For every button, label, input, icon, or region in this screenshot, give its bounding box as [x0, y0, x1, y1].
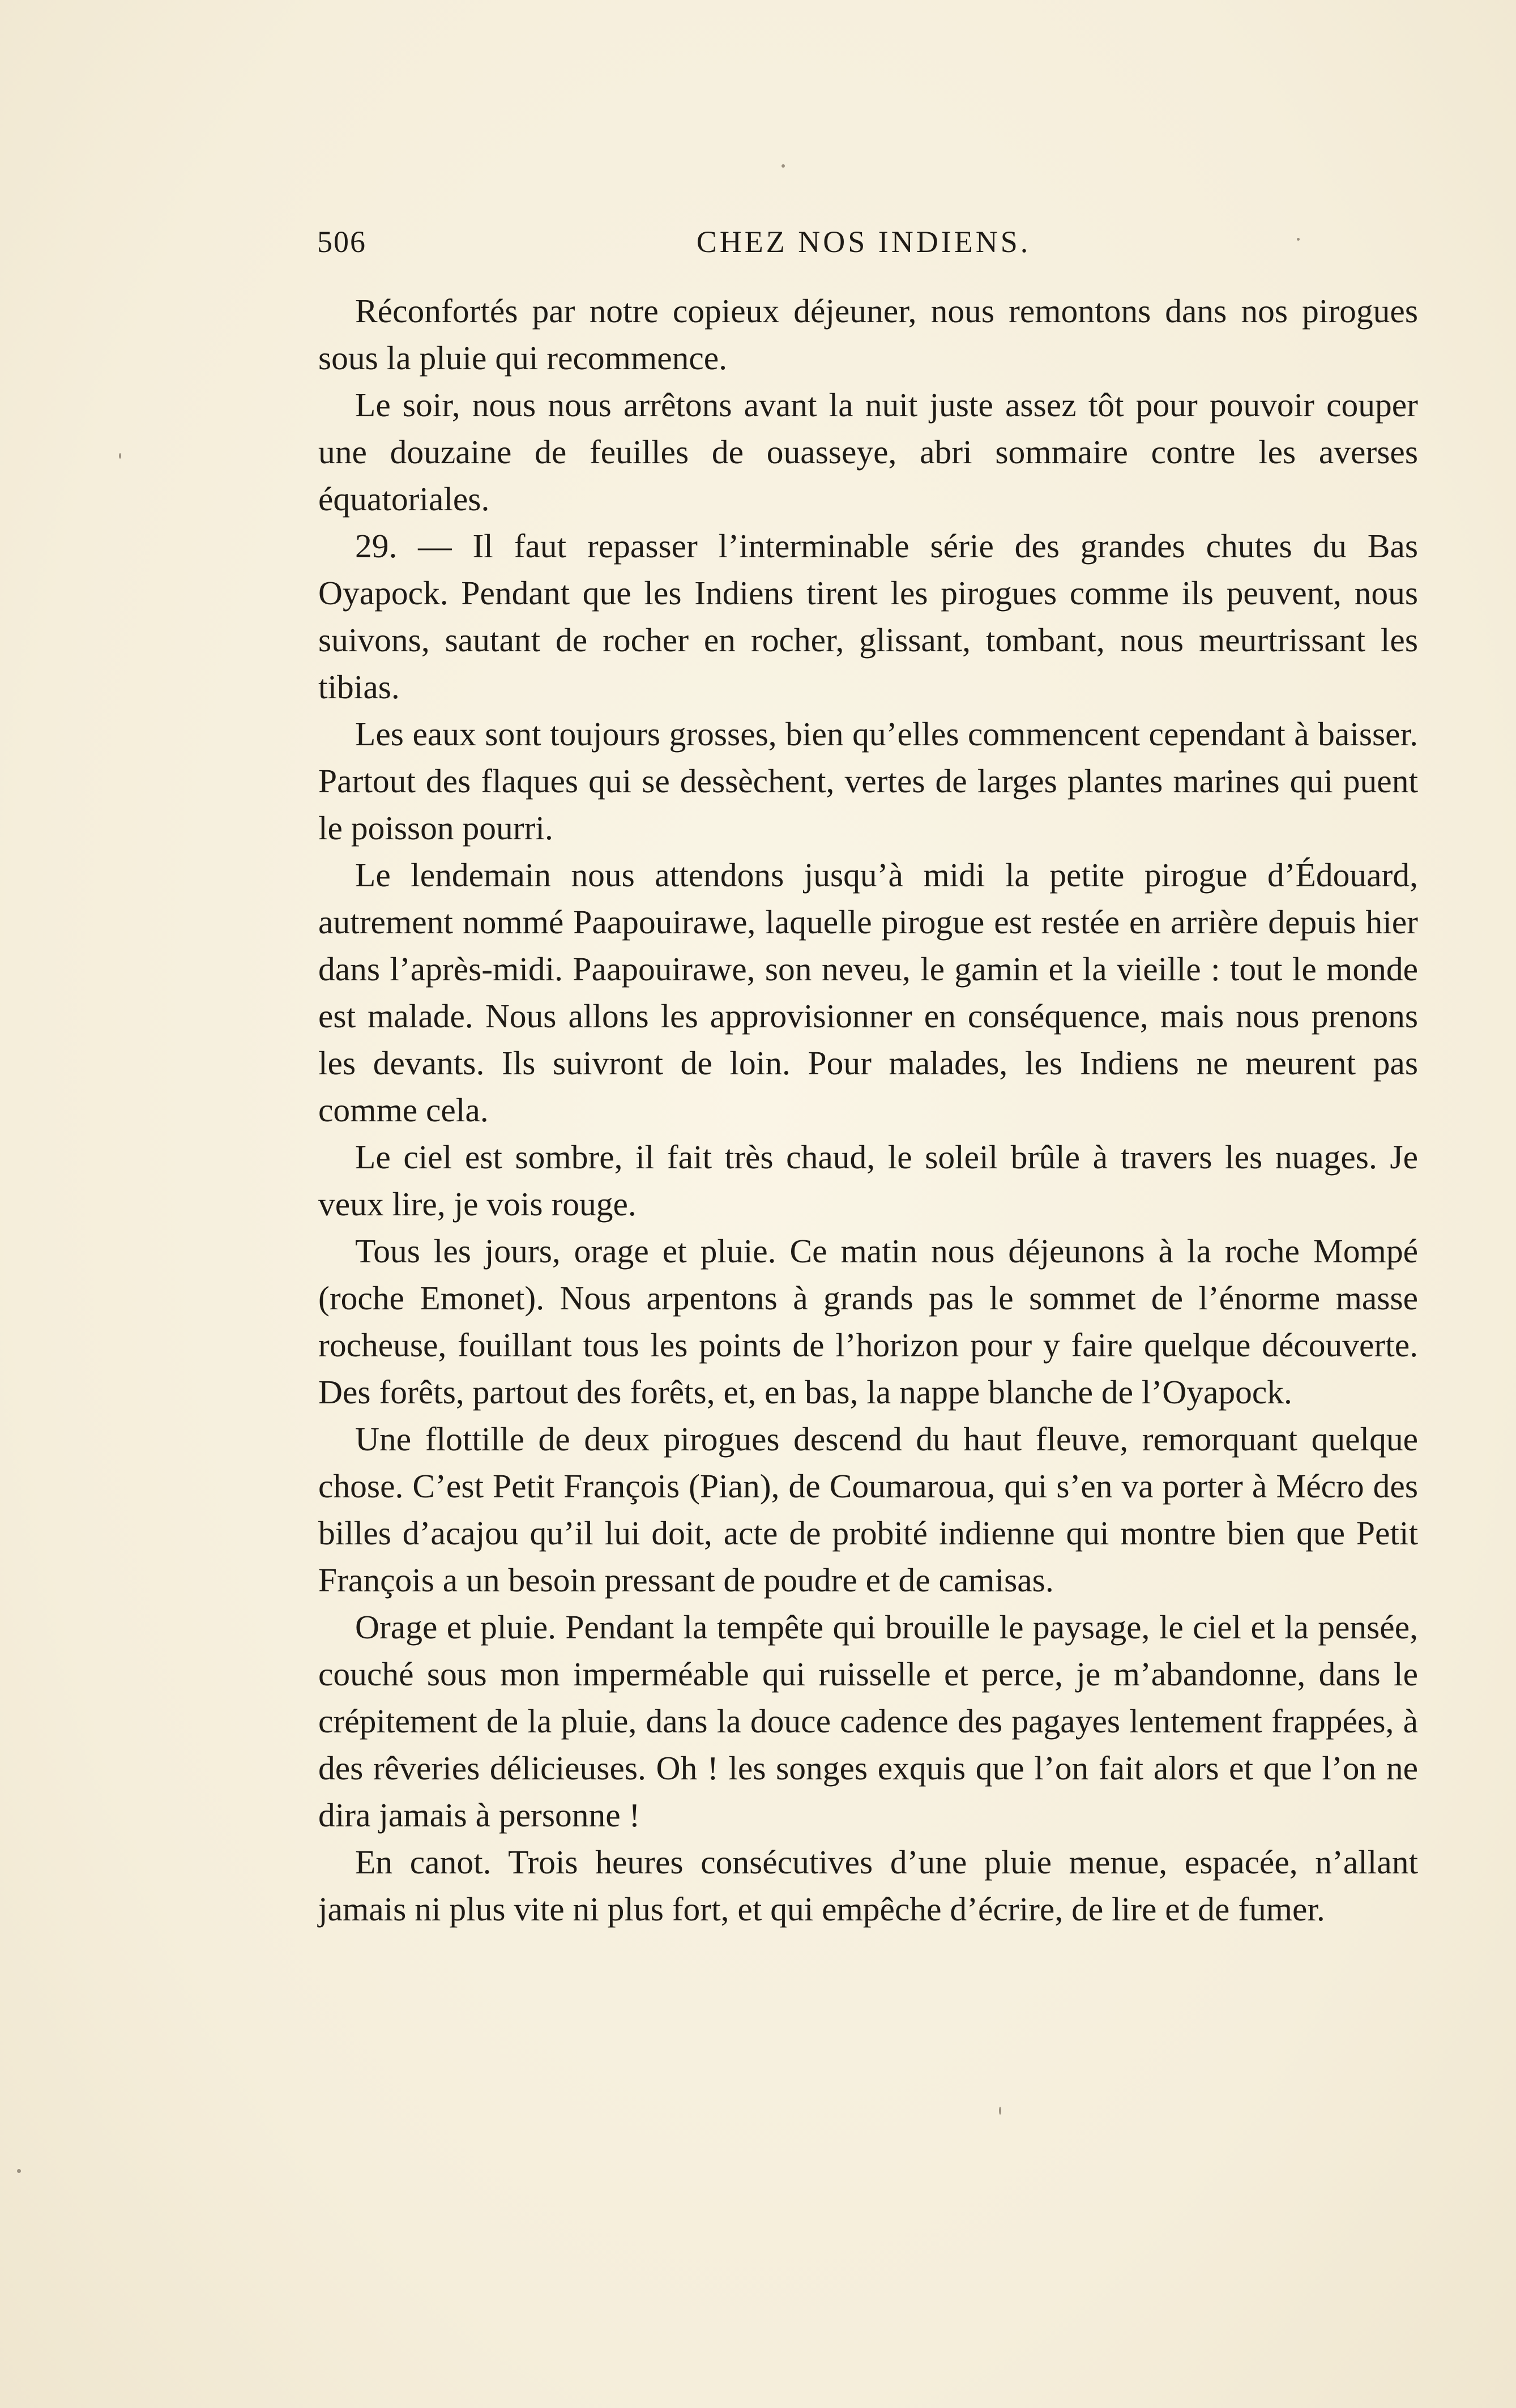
paper-speck — [782, 164, 785, 168]
paragraph: En canot. Trois heures consécutives d’une pluie menue, espacée, n’allant jamais ni plus vite ni plus fort, et qui empêche d’écrire, de lire et de fumer. — [318, 1843, 1418, 1928]
paragraph: Une flottille de deux pirogues descend du haut fleuve, remorquant quelque chose. C’est Petit François (Pian), de Coumaroua, qui s’en va porter à Mécro des billes d’acajou qu’il lui doit, acte de probité indienne qui montre bien que Petit François a un besoin pressant de poudre et de camisas. — [318, 1420, 1418, 1599]
text-body — [318, 288, 1418, 1933]
paragraph: Tous les jours, orage et pluie. Ce matin nous déjeunons à la roche Mompé (roche Emonet). Nous arpentons à grands pas le sommet de l’énorme masse rocheuse, fouillant tous les points de l’horizon pour y faire quelque découverte. Des forêts, partout des forêts, et, en bas, la nappe blanche de l’Oyapock. — [318, 1232, 1418, 1411]
page-header — [317, 224, 1410, 275]
page-number: 506 — [317, 225, 366, 259]
running-title: CHEZ NOS INDIENS. — [696, 225, 1031, 259]
paragraph: Les eaux sont toujours grosses, bien qu’elles commencent cependant à baisser. Partout des flaques qui se dessèchent, vertes de larges plantes marines qui puent le poisson pourri. — [318, 715, 1418, 847]
paper-speck — [119, 453, 121, 459]
paragraph: Orage et pluie. Pendant la tempête qui brouille le paysage, le ciel et la pensée, couché sous mon imperméable qui ruisselle et perce, je m’abandonne, dans le crépitement de la pluie, dans la douce cadence des pagayes lentement frappées, à des rêveries délicieuses. Oh ! les songes exquis que l’on fait alors et que l’on ne dira jamais à personne ! — [318, 1608, 1418, 1834]
paper-speck — [17, 2169, 21, 2173]
paragraph: Le soir, nous nous arrêtons avant la nuit juste assez tôt pour pouvoir couper une douzaine de feuilles de ouasseye, abri sommaire contre les averses équatoriales. — [318, 386, 1418, 518]
paragraph: Le lendemain nous attendons jusqu’à midi la petite pirogue d’Édouard, autrement nommé Paapouirawe, laquelle pirogue est restée en arrière depuis hier dans l’après-midi. Paapouirawe, son neveu, le gamin et la vieille : tout le monde est malade. Nous allons les approvisionner en conséquence, mais nous prenons les devants. Ils suivront de loin. Pour malades, les Indiens ne meurent pas comme cela. — [318, 856, 1418, 1129]
paper-speck — [1297, 238, 1300, 241]
paragraph: Réconfortés par notre copieux déjeuner, nous remontons dans nos pirogues sous la pluie qui recommence. — [318, 292, 1418, 377]
paragraph: Le ciel est sombre, il fait très chaud, le soleil brûle à travers les nuages. Je veux lire, je vois rouge. — [318, 1138, 1418, 1223]
paragraph: 29. — Il faut repasser l’interminable série des grandes chutes du Bas Oyapock. Pendant que les Indiens tirent les pirogues comme ils peuvent, nous suivons, sautant de rocher en rocher, glissant, tombant, nous meurtrissant les tibias. — [318, 527, 1418, 706]
paper-speck — [999, 2107, 1001, 2115]
